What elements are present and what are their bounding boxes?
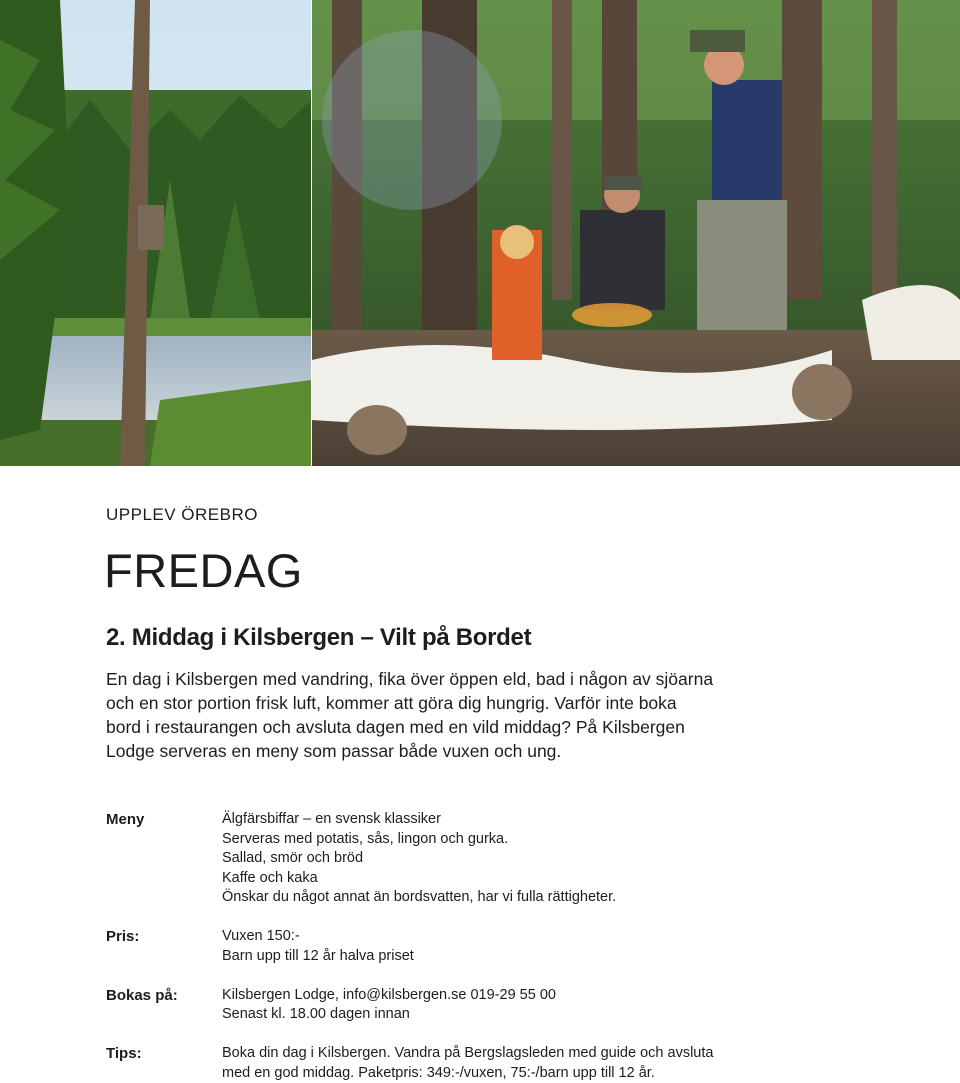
meny-line: Serveras med potatis, sås, lingon och gurka. [222,830,806,850]
section-eyebrow: UPPLEV ÖREBRO [106,505,726,525]
tips-line: med en god middag. Paketpris: 349:-/vuxen, 75:-/barn upp till 12 år. [222,1064,806,1083]
bokas-line: Kilsbergen Lodge, info@kilsbergen.se 019-29 55 00 [222,986,806,1006]
pris-line: Barn upp till 12 år halva priset [222,947,806,967]
article-header [106,500,726,763]
info-row-tips [106,1044,806,1083]
bokas-label: Bokas på: [106,986,216,1006]
pris-line: Vuxen 150:- [222,927,806,947]
info-row-pris [106,927,806,966]
pris-label: Pris: [106,927,216,947]
pris-value [222,927,806,966]
article-intro: En dag i Kilsbergen med vandring, fika över öppen eld, bad i någon av sjöarna och en stor portion frisk luft, kommer att göra dig hungrig. Varför inte boka bord i restaurangen och avsluta dagen med en vild middag? På Kilsbergen Lodge serveras en meny som passar både vuxen och ung. [106,667,716,763]
meny-label: Meny [106,810,216,830]
bokas-value [222,986,806,1025]
info-row-meny [106,810,806,908]
article-subtitle: 2. Middag i Kilsbergen – Vilt på Bordet [106,623,726,653]
info-table [106,810,806,1083]
page-title: FREDAG [104,543,726,599]
meny-line: Älgfärsbiffar – en svensk klassiker [222,810,806,830]
info-row-bokas [106,986,806,1025]
tips-line: Boka din dag i Kilsbergen. Vandra på Bergslagsleden med guide och avsluta [222,1044,806,1064]
tips-label: Tips: [106,1044,216,1064]
campfire-photo [312,0,960,466]
meny-line: Önskar du något annat än bordsvatten, har vi fulla rättigheter. [222,888,806,908]
tips-value [222,1044,806,1083]
meny-line: Kaffe och kaka [222,869,806,889]
meny-line: Sallad, smör och bröd [222,849,806,869]
bokas-line: Senast kl. 18.00 dagen innan [222,1005,806,1025]
meny-value [222,810,806,908]
lake-forest-photo [0,0,311,466]
hero-photos [0,0,960,466]
